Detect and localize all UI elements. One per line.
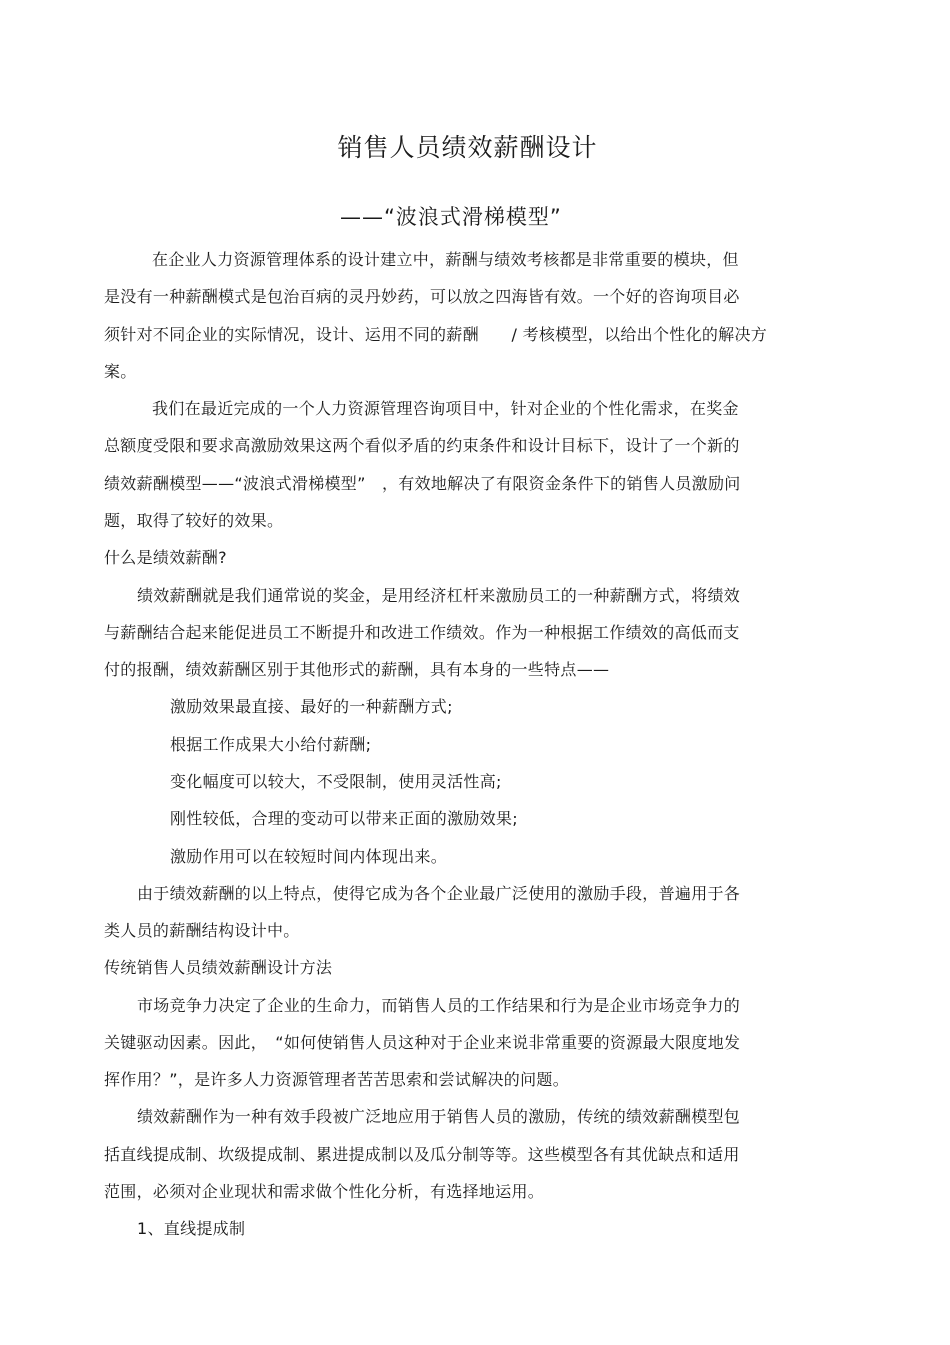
list-item: 刚性较低，合理的变动可以带来正面的激励效果; <box>170 809 518 828</box>
section-heading: 什么是绩效薪酬? <box>104 548 227 567</box>
text-line: 绩效薪酬模型——“波浪式滑梯模型” ，有效地解决了有限资金条件下的销售人员激励问 <box>104 474 741 493</box>
text-line: 类人员的薪酬结构设计中。 <box>104 921 300 940</box>
text-line: 关键驱动因素。因此， “如何使销售人员这种对于企业来说非常重要的资源最大限度地发 <box>104 1033 741 1052</box>
text-line: 挥作用？”，是许多人力资源管理者苦苦思索和尝试解决的问题。 <box>104 1070 569 1089</box>
text-line: 绩效薪酬作为一种有效手段被广泛地应用于销售人员的激励，传统的绩效薪酬模型包 <box>137 1107 741 1126</box>
list-item: 激励效果最直接、最好的一种薪酬方式; <box>170 697 453 716</box>
text-line: 在企业人力资源管理体系的设计建立中，薪酬与绩效考核都是非常重要的模块，但 <box>152 250 739 269</box>
subsection-heading: 1、直线提成制 <box>137 1219 246 1238</box>
text-line: 由于绩效薪酬的以上特点，使得它成为各个企业最广泛使用的激励手段，普遍用于各 <box>137 884 741 903</box>
text-line: 我们在最近完成的一个人力资源管理咨询项目中，针对企业的个性化需求，在奖金 <box>152 399 739 418</box>
text-line: 是没有一种薪酬模式是包治百病的灵丹妙药，可以放之四海皆有效。一个好的咨询项目必 <box>104 287 740 306</box>
text-line: 与薪酬结合起来能促进员工不断提升和改进工作绩效。作为一种根据工作绩效的高低而支 <box>104 623 740 642</box>
list-item: 变化幅度可以较大，不受限制，使用灵活性高; <box>170 772 502 791</box>
text-line: 题，取得了较好的效果。 <box>104 511 284 530</box>
text-line: 付的报酬，绩效薪酬区别于其他形式的薪酬，具有本身的一些特点—— <box>104 660 610 679</box>
text-line: 须针对不同企业的实际情况，设计、运用不同的薪酬 / 考核模型，以给出个性化的解决方 <box>104 325 768 344</box>
text-line: 案。 <box>104 362 137 381</box>
text-line: 总额度受限和要求高激励效果这两个看似矛盾的约束条件和设计目标下，设计了一个新的 <box>104 436 740 455</box>
section-heading: 传统销售人员绩效薪酬设计方法 <box>104 958 333 977</box>
text-line: 范围，必须对企业现状和需求做个性化分析，有选择地运用。 <box>104 1182 545 1201</box>
list-item: 激励作用可以在较短时间内体现出来。 <box>170 847 448 866</box>
document-title: 销售人员绩效薪酬设计 <box>337 133 598 162</box>
text-line: 绩效薪酬就是我们通常说的奖金，是用经济杠杆来激励员工的一种薪酬方式，将绩效 <box>137 586 741 605</box>
document-subtitle: ——“波浪式滑梯模型” <box>340 205 562 229</box>
text-line: 括直线提成制、坎级提成制、累进提成制以及瓜分制等等。这些模型各有其优缺点和适用 <box>104 1145 740 1164</box>
list-item: 根据工作成果大小给付薪酬; <box>170 735 372 754</box>
text-line: 市场竞争力决定了企业的生命力，而销售人员的工作结果和行为是企业市场竞争力的 <box>137 996 741 1015</box>
